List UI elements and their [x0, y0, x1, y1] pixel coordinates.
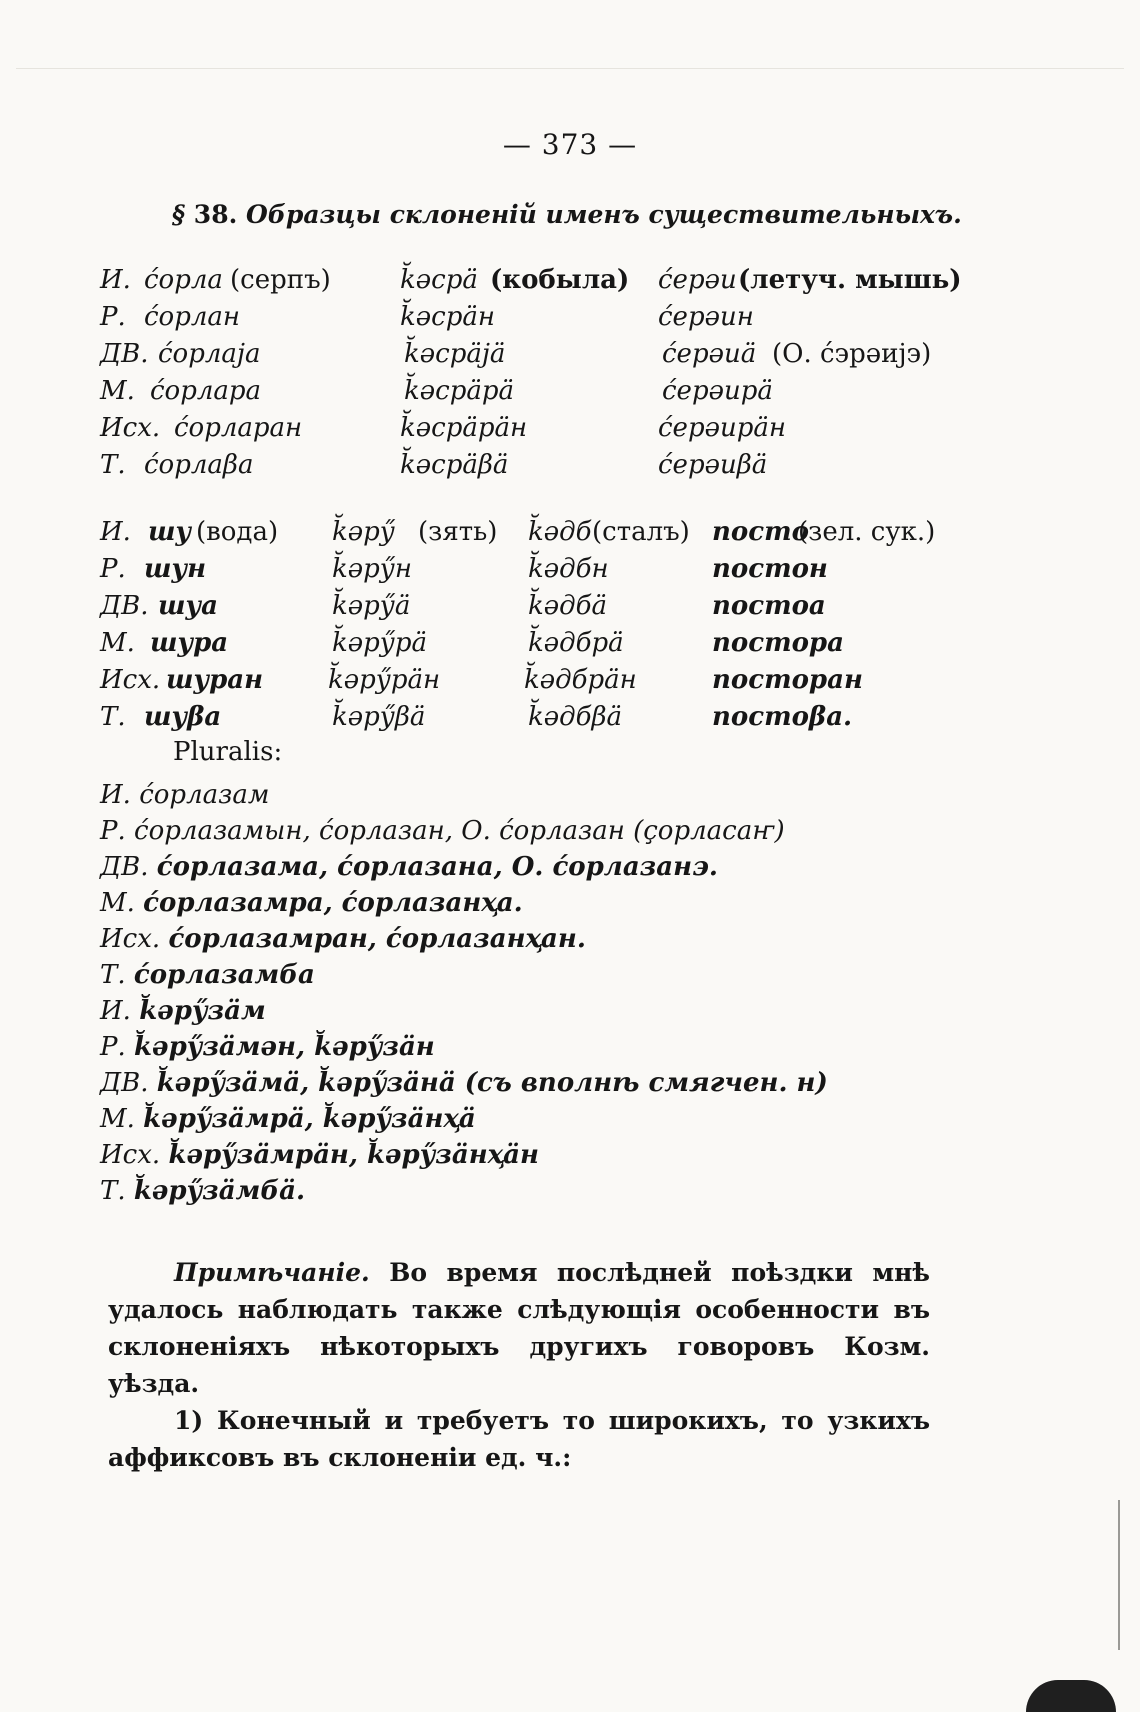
case-label: И.	[100, 996, 131, 1026]
plural-forms	[100, 777, 828, 1209]
plural-form: k̆ǝрӳзäм	[139, 996, 266, 1026]
case-label: Исх.	[100, 413, 161, 443]
plural-form: ćорлазамра, ćорлазанҳа.	[143, 888, 523, 918]
case-label: Исх.	[100, 1140, 161, 1170]
case-label: Исх.	[100, 665, 161, 695]
plural-row	[100, 885, 828, 921]
word-kerü: k̆ǝрӳβä	[332, 702, 426, 732]
section-number: 38.	[193, 200, 238, 229]
word-posto: постоа	[712, 591, 826, 621]
plural-row	[100, 1101, 828, 1137]
word-kora: k̆ǝсрäрäн	[400, 413, 528, 443]
note-text: Во время послѣдней поѣздки мнѣ удалось наблюдать также слѣдующія особенности въ склоненіяхъ нѣкоторыхъ другихъ говоровъ Козм. уѣзда.	[108, 1258, 930, 1398]
gloss: (вода)	[196, 517, 279, 547]
case-label: ДВ.	[100, 852, 149, 882]
plural-row	[100, 1137, 828, 1173]
section-symbol: §	[172, 200, 186, 229]
gloss: (зять)	[418, 517, 498, 547]
plural-row	[100, 1029, 828, 1065]
gloss: (кобыла)	[490, 265, 630, 295]
plural-row	[100, 957, 828, 993]
case-label: Р.	[100, 302, 126, 332]
word-kedb: k̆ǝдбрäн	[524, 665, 637, 695]
word-sersi: ćеpǝирäн	[658, 413, 786, 443]
scan-edge-mark	[1118, 1500, 1120, 1650]
word-sersi: ćеpǝи	[658, 265, 737, 295]
plural-row	[100, 849, 828, 885]
plural-form: ćорлазамран, ćорлазанҳан.	[168, 924, 586, 954]
case-label: М.	[100, 376, 135, 406]
word-sorla: ćорла	[144, 265, 223, 295]
word-kerü: k̆ǝрӳрäн	[328, 665, 441, 695]
plural-form: ćорлазама, ćорлазана, О. ćорлазанэ.	[156, 852, 718, 882]
word-posto: посто	[712, 517, 809, 547]
word-kora: k̆ǝсрäβä	[400, 450, 509, 480]
case-label: Т.	[100, 450, 126, 480]
case-label: ДВ.	[100, 591, 149, 621]
case-label: Исх.	[100, 924, 161, 954]
word-posto: постон	[712, 554, 828, 584]
gloss: (серпъ)	[230, 265, 331, 295]
word-sorla: ćорлаβа	[144, 450, 254, 480]
case-label: ДВ.	[100, 1068, 149, 1098]
plural-form: ćорлазамба	[133, 960, 315, 990]
word-kedb: k̆ǝдбрä	[528, 628, 624, 658]
case-label: Р.	[100, 816, 126, 846]
plural-form: ćорлазам	[139, 780, 270, 810]
gloss: (летуч. мышь)	[738, 265, 962, 295]
note-paragraph-2	[108, 1402, 930, 1476]
gloss: (О. ćэpǝијэ)	[772, 339, 932, 369]
word-shu: шуран	[166, 665, 264, 695]
word-shu: шуβа	[144, 702, 222, 732]
word-sersi: ćеpǝирä	[662, 376, 773, 406]
plural-form: k̆ǝрӳзäмä, k̆ǝрӳзäнä (съ вполнѣ смягчен. н)	[156, 1068, 828, 1098]
note-block	[108, 1254, 930, 1476]
word-kerü: k̆ǝрӳä	[332, 591, 411, 621]
word-shu: шуа	[158, 591, 218, 621]
word-posto: постоβа.	[712, 702, 853, 732]
word-kora: k̆ǝсрäјä	[404, 339, 506, 369]
case-label: И.	[100, 780, 131, 810]
word-kerü: k̆ǝрӳрä	[332, 628, 428, 658]
note-paragraph-1	[108, 1254, 930, 1402]
note-title: Примѣчаніе.	[174, 1258, 370, 1287]
word-sersi: ćеpǝин	[658, 302, 754, 332]
plural-form: ćорлазамын, ćорлазан, О. ćорлазан (çорласаҥ)	[134, 816, 785, 846]
word-kedb: k̆ǝдбβä	[528, 702, 623, 732]
case-label: Р.	[100, 1032, 126, 1062]
word-kedb: k̆ǝдбä	[528, 591, 607, 621]
word-kerü: k̆ǝрӳн	[332, 554, 412, 584]
case-label: М.	[100, 628, 135, 658]
plural-row	[100, 777, 828, 813]
case-label: И.	[100, 517, 131, 547]
case-label: И.	[100, 265, 131, 295]
plural-row	[100, 813, 828, 849]
case-label: Т.	[100, 960, 126, 990]
plural-row	[100, 921, 828, 957]
section-heading: Образцы склоненій именъ существительныхъ.	[246, 200, 962, 229]
word-sorla: ćорлаpан	[174, 413, 303, 443]
page-number: — 373 —	[502, 128, 638, 161]
page-top-edge	[16, 68, 1124, 69]
plural-form: k̆ǝрӳзäмрä, k̆ǝрӳзäнҳä	[143, 1104, 476, 1134]
word-sersi: ćеpǝиä	[662, 339, 757, 369]
word-sorla: ćорлара	[150, 376, 262, 406]
case-label: Т.	[100, 702, 126, 732]
word-shu: шу	[148, 517, 192, 547]
plural-form: k̆ǝрӳзäмрäн, k̆ǝрӳзäнҳäн	[168, 1140, 539, 1170]
section-title	[172, 200, 962, 229]
word-kora: k̆ǝсрä	[400, 265, 478, 295]
plural-form: k̆ǝрӳзäмбä.	[133, 1176, 305, 1206]
word-sorla: ćорлаја	[158, 339, 261, 369]
word-kerü: k̆ǝрӳ	[332, 517, 395, 547]
word-shu: шун	[144, 554, 207, 584]
word-kedb: k̆ǝдб	[528, 517, 592, 547]
case-label: Т.	[100, 1176, 126, 1206]
word-kedb: k̆ǝдбн	[528, 554, 609, 584]
plural-row	[100, 1065, 828, 1101]
word-posto: постора	[712, 628, 844, 658]
word-shu: шура	[150, 628, 229, 658]
word-kora: k̆ǝсрäрä	[404, 376, 514, 406]
word-sorla: ćорлан	[144, 302, 241, 332]
word-kora: k̆ǝсрäн	[400, 302, 495, 332]
word-posto: посторан	[712, 665, 863, 695]
plural-row	[100, 993, 828, 1029]
gloss: (зел. сук.)	[798, 517, 936, 547]
note-rule-text: 1) Конечный и требуетъ то широкихъ, то узкихъ аффиксовъ въ склоненіи ед. ч.:	[108, 1406, 930, 1472]
plural-form: k̆ǝрӳзäмǝн, k̆ǝрӳзäн	[134, 1032, 435, 1062]
pluralis-label: Pluralis:	[173, 737, 283, 767]
case-label: М.	[100, 1104, 135, 1134]
case-label: М.	[100, 888, 135, 918]
scan-thumb-shadow	[1026, 1680, 1116, 1712]
case-label: Р.	[100, 554, 126, 584]
plural-row	[100, 1173, 828, 1209]
gloss: (сталъ)	[592, 517, 690, 547]
case-label: ДВ.	[100, 339, 149, 369]
word-sersi: ćеpǝиβä	[658, 450, 768, 480]
